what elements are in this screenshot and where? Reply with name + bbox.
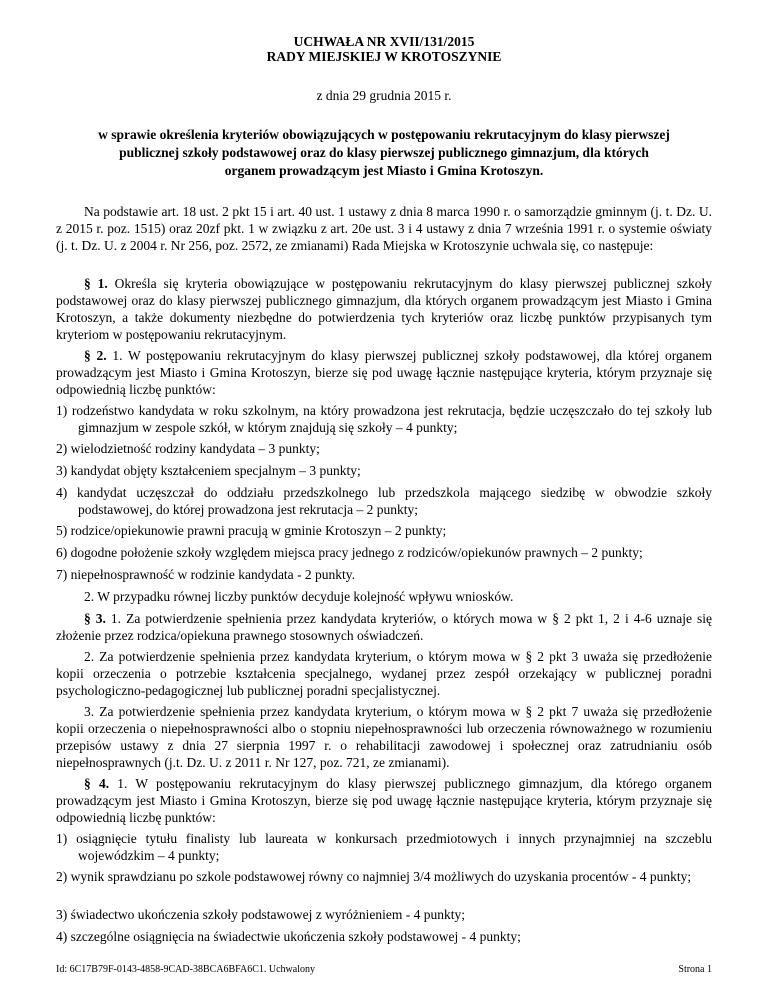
paragraph-3-point-2: 2. Za potwierdzenie spełnienia przez kandydata kryterium, o którym mowa w § 2 pkt 3 uważa się przedłożenie kopii orzeczenia o potrzebie kształcenia specjalnego, wydanej przez zespół orzekający w publicznej poradni psychologiczno-pedagogicznej lub publicznej poradni specjalistycznej. [56,649,712,698]
document-subject: w sprawie określenia kryteriów obowiązujących w postępowaniu rekrutacyjnym do klasy pierwszej publicznej szkoły podstawowej oraz do klasy pierwszej publicznego gimnazjum, dla których organem prowadzącym jest Miasto i Gmina Krotoszyn. [98,127,670,178]
paragraph-4-label: § 4. [84,776,110,791]
paragraph-4 [56,775,712,826]
paragraph-1 [56,275,712,343]
paragraph-1-label: § 1. [84,276,108,291]
list-item: 3) świadectwo ukończenia szkoły podstawowej z wyróżnieniem - 4 punkty; [56,907,466,922]
list-item: 5) rodzice/opiekunowie prawni pracują w gminie Krotoszyn – 2 punkty; [56,523,447,538]
paragraph-2-point-2: 2. W przypadku równej liczby punktów decyduje kolejność wpływu wniosków. [84,589,514,604]
list-item: 4) szczególne osiągnięcia na świadectwie ukończenia szkoły podstawowej - 4 punkty; [56,929,521,944]
title-line-1: UCHWAŁA NR XVII/131/2015 [293,34,475,49]
list-item: 7) niepełnosprawność w rodzinie kandydata - 2 punkty. [56,567,356,582]
list-item: 6) dogodne położenie szkoły względem miejsca pracy jednego z rodziców/opiekunów prawnych – 2 punkty; [56,545,643,560]
list-item: 2) wynik sprawdzianu po szkole podstawowej równy co najmniej 3/4 możliwych do uzyskania procentów - 4 punkty; [56,869,692,884]
list-item: 3) kandydat objęty kształceniem specjalnym – 3 punkty; [56,463,361,478]
paragraph-3 [56,610,712,644]
list-item: 4) kandydat uczęszczał do oddziału przedszkolnego lub przedszkola mającego siedzibę w obwodzie szkoły podstawowej, do której prowadzona jest rekrutacja – 2 punkty; [56,485,712,517]
paragraph-3-text: 1. Za potwierdzenie spełnienia przez kandydata kryteriów, o których mowa w § 2 pkt 1, 2 i 4-6 uznaje się złożenie przez rodzica/opiekuna prawnego stosownych oświadczeń. [56,611,712,643]
paragraph-2-label: § 2. [84,348,107,363]
preamble: Na podstawie art. 18 ust. 2 pkt 15 i art. 40 ust. 1 ustawy z dnia 8 marca 1990 r. o samorządzie gminnym (j. t. Dz. U. z 2015 r. poz. 1515) oraz 20zf pkt. 1 w związku z art. 20e ust. 3 i 4 ustawy z dnia 7 września 1991 r. o systemie oświaty (j. t. Dz. U. z 2004 r. Nr 256, poz. 2572, ze zmianami) Rada Miejska w Krotoszynie uchwala się, co następuje: [56,204,712,253]
paragraph-2-text: 1. W postępowaniu rekrutacyjnym do klasy pierwszej publicznej szkoły podstawowej, dla której organem prowadzącym jest Miasto i Gmina Krotoszyn, bierze się pod uwagę łącznie następujące kryteria, którym przyznaje się odpowiednią liczbę punktów: [56,348,712,397]
paragraph-3-label: § 3. [84,611,106,626]
title-line-2: RADY MIEJSKIEJ W KROTOSZYNIE [266,49,502,64]
list-item: 1) osiągnięcie tytułu finalisty lub laureata w konkursach przedmiotowych i innych przynajmniej na szczeblu wojewódzkim – 4 punkty; [56,831,712,863]
list-item: 1) rodzeństwo kandydata w roku szkolnym, na który prowadzona jest rekrutacja, będzie uczęszczało do tej szkoły lub gimnazjum w zespole szkół, w którym znajdują się szkoły – 4 punkty; [56,403,712,435]
list-item: 2) wielodzietność rodziny kandydata – 3 punkty; [56,441,320,456]
document-date: z dnia 29 grudnia 2015 r. [316,88,452,103]
paragraph-2 [56,347,712,398]
paragraph-4-text: 1. W postępowaniu rekrutacyjnym do klasy pierwszej publicznego gimnazjum, dla którego organem prowadzącym jest Miasto i Gmina Krotoszyn, bierze się pod uwagę łącznie następujące kryteria, którym przyznaje się odpowiednią liczbę punktów: [56,776,713,825]
document-title [56,34,712,64]
footer-document-id: Id: 6C17B79F-0143-4858-9CAD-38BCA6BFA6C1. Uchwalony [56,964,315,975]
paragraph-1-text: Określa się kryteria obowiązujące w postępowaniu rekrutacyjnym do klasy pierwszej publicznej szkoły podstawowej oraz do klasy pierwszej publicznego gimnazjum, dla których organem prowadzącym jest Miasto i Gmina Krotoszyn, a także dokumenty niezbędne do potwierdzenia tych kryteriów oraz liczbę punktów przypisanych tym kryteriom w postępowaniu rekrutacyjnym. [56,276,712,342]
footer-page-number: Strona 1 [678,964,712,975]
paragraph-3-point-3: 3. Za potwierdzenie spełnienia przez kandydata kryterium, o którym mowa w § 2 pkt 7 uważa się przedłożenie kopii orzeczenia o niepełnosprawności albo o stopniu niepełnosprawności lub orzeczenia równoważnego w rozumieniu przepisów ustawy z dnia 27 sierpnia 1997 r. o rehabilitacji zawodowej i społecznej oraz zatrudnianiu osób niepełnosprawnych (j.t. Dz. U. z 2011 r. Nr 127, poz. 721, ze zmianami). [56,704,712,770]
